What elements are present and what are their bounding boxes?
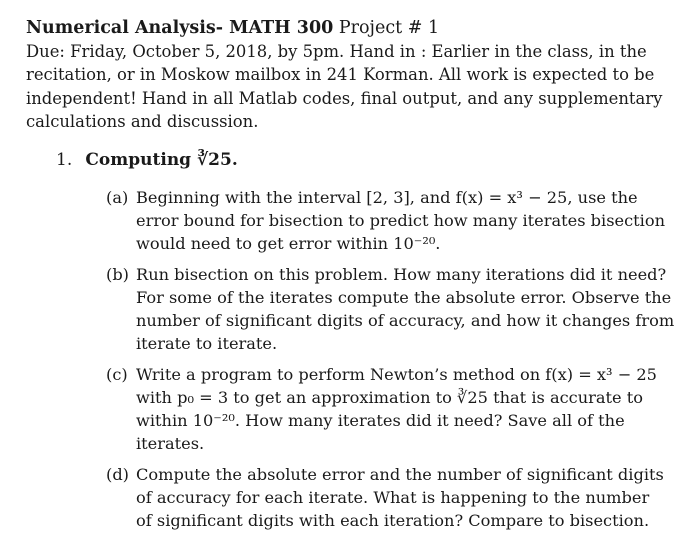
- item-label: (a): [106, 187, 129, 207]
- problem-item-c: [106, 363, 676, 455]
- item-line: of accuracy for each iterate. What is happening to the number: [136, 487, 650, 507]
- item-line: Run bisection on this problem. How many iterations did it need?: [136, 264, 667, 284]
- item-line: Write a program to perform Newton’s method on f(x) = x³ − 25: [136, 364, 657, 384]
- document-title: [26, 16, 674, 40]
- section-title: Computing ∛25.: [85, 149, 238, 170]
- item-text: [136, 263, 676, 355]
- intro-line: recitation, or in Moskow mailbox in 241 Korman. All work is expected to be: [26, 65, 655, 85]
- item-line: For some of the iterates compute the absolute error. Observe the: [136, 287, 672, 307]
- item-text: [136, 186, 676, 255]
- item-line: iterate to iterate.: [136, 333, 278, 353]
- project-label: Project # 1: [333, 18, 440, 38]
- item-text: [136, 363, 676, 455]
- item-line: within 10⁻²⁰. How many iterates did it need? Save all of the: [136, 410, 625, 430]
- item-label: (d): [106, 464, 129, 484]
- problem-list: [106, 186, 676, 532]
- course-title: Numerical Analysis- MATH 300: [26, 18, 334, 38]
- item-line: Beginning with the interval [2, 3], and f(x) = x³ − 25, use the: [136, 187, 638, 207]
- document-page: [26, 16, 674, 540]
- section-heading: [56, 148, 674, 172]
- intro-line: Due: Friday, October 5, 2018, by 5pm. Hand in : Earlier in the class, in the: [26, 42, 647, 61]
- intro-paragraph: [26, 40, 674, 134]
- item-line: error bound for bisection to predict how many iterates bisection: [136, 210, 666, 230]
- section-number: 1.: [56, 149, 73, 170]
- item-line: of significant digits with each iteration? Compare to bisection.: [136, 510, 650, 530]
- intro-line: independent! Hand in all Matlab codes, final output, and any supplementary: [26, 88, 663, 108]
- item-label: (b): [106, 264, 129, 284]
- item-line: Compute the absolute error and the number of significant digits: [136, 464, 664, 484]
- item-line: with p₀ = 3 to get an approximation to ∛25 that is accurate to: [136, 387, 644, 407]
- intro-line: calculations and discussion.: [26, 112, 259, 132]
- item-line: iterates.: [136, 433, 205, 453]
- item-label: (c): [106, 364, 128, 384]
- item-line: number of significant digits of accuracy, and how it changes from: [136, 310, 675, 330]
- item-text: [136, 463, 676, 532]
- item-line: would need to get error within 10⁻²⁰.: [136, 233, 441, 253]
- problem-item-a: [106, 186, 676, 255]
- problem-item-b: [106, 263, 676, 355]
- problem-item-d: [106, 463, 676, 532]
